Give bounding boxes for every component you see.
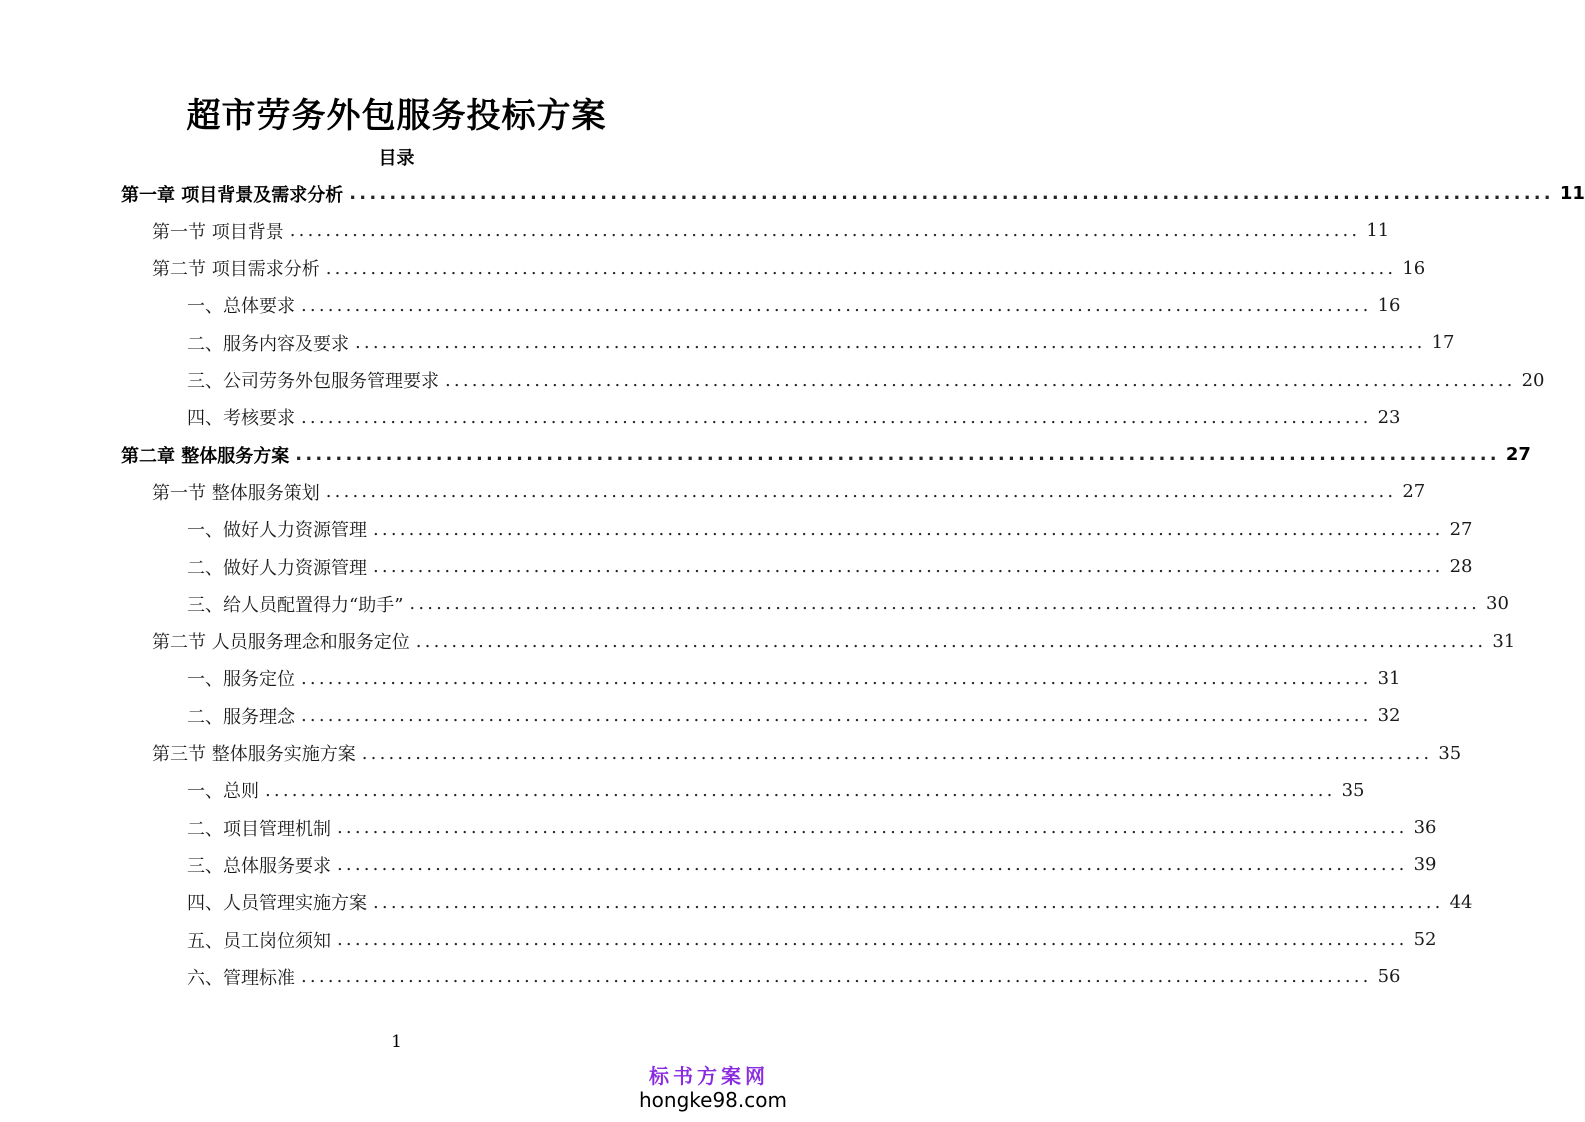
toc-dot-leader: ........................................................................................................................ [361,742,1433,764]
toc-entry-page: 16 [1377,294,1401,316]
toc-entry-page: 32 [1377,705,1401,727]
toc-entry[interactable] [187,772,1365,809]
toc-entry[interactable] [121,436,1531,473]
toc-entry[interactable] [121,175,1585,212]
toc-dot-leader: ........................................................................................................................ [301,406,1372,428]
toc-entry-label: 一、总体要求 [187,296,295,318]
toc-entry-page: 17 [1431,332,1455,354]
toc-dot-leader: ........................................................................................................................ [337,854,1408,876]
toc-dot-leader: ........................................................................................................................ [373,556,1444,577]
toc-entry-label: 第三节 整体服务实施方案 [152,744,356,765]
toc-dot-leader: ........................................................................................................................ [415,630,1487,652]
toc-entry[interactable] [187,660,1401,697]
toc-entry-page: 31 [1492,630,1516,652]
toc-entry[interactable] [187,958,1401,995]
toc-entry-label: 一、总则 [187,781,259,803]
toc-entry-label: 第一节 项目背景 [152,221,284,243]
toc-entry-page: 28 [1449,556,1473,577]
page-number: 1 [391,1032,402,1052]
toc-entry-label: 二、服务内容及要求 [187,333,349,355]
toc-entry[interactable] [187,324,1455,361]
toc-dot-leader: ........................................................................................................................ [289,220,1361,242]
toc-entry-label: 第一章 项目背景及需求分析 [121,184,344,206]
toc-entry-label: 四、考核要求 [187,408,295,430]
toc-entry-label: 一、做好人力资源管理 [187,520,367,542]
toc-entry-label: 四、人员管理实施方案 [187,893,367,915]
toc-entry[interactable] [187,697,1401,734]
toc-dot-leader: ........................................................................................................................ [349,183,1554,204]
toc-dot-leader: ........................................................................................................................ [325,481,1397,503]
toc-entry[interactable] [187,809,1437,846]
toc-entry-page: 11 [1559,183,1585,204]
toc-entry-label: 三、给人员配置得力“助手” [187,594,404,616]
toc-entry[interactable] [152,735,1462,772]
toc-entry-page: 30 [1486,593,1509,615]
toc-dot-leader: ........................................................................................................................ [301,294,1372,316]
toc-entry-page: 44 [1449,891,1473,913]
document-title: 超市劳务外包服务投标方案 [186,96,607,136]
toc-dot-leader: ........................................................................................................................ [301,966,1372,988]
toc-entry[interactable] [187,884,1473,921]
watermark-url: hongke98.com [639,1088,787,1112]
toc-entry[interactable] [187,511,1473,548]
watermark-logo [639,1064,787,1112]
toc-entry[interactable] [187,399,1401,436]
toc-dot-leader: ........................................................................................................................ [337,817,1408,839]
toc-entry-page: 20 [1521,369,1545,391]
toc-dot-leader: ........................................................................................................................ [337,929,1408,950]
toc-entry[interactable] [187,585,1509,622]
toc-dot-leader: ........................................................................................................................ [409,593,1481,615]
toc-entry-label: 第二节 人员服务理念和服务定位 [152,632,410,654]
toc-dot-leader: ........................................................................................................................ [301,705,1372,727]
toc-entry-page: 39 [1413,854,1437,876]
toc-dot-leader: ........................................................................................................................ [373,518,1444,540]
toc-entry-page: 27 [1505,444,1531,466]
toc-entry-label: 第二节 项目需求分析 [152,259,320,281]
toc-entry-label: 二、服务理念 [187,706,295,728]
toc-entry[interactable] [152,623,1516,660]
toc-dot-leader: ........................................................................................................................ [325,257,1397,279]
toc-dot-leader: ........................................................................................................................ [295,444,1500,466]
toc-entry-label: 第二章 整体服务方案 [121,445,290,467]
toc-entry[interactable] [152,250,1426,287]
toc-entry[interactable] [187,362,1545,399]
toc-entry[interactable] [187,921,1437,958]
toc-entry-label: 三、公司劳务外包服务管理要求 [187,371,439,392]
toc-dot-leader: ........................................................................................................................ [355,332,1426,354]
toc-heading: 目录 [378,148,415,169]
toc-entry-label: 六、管理标准 [187,967,295,989]
toc-entry-label: 二、做好人力资源管理 [187,557,367,579]
toc-entry-page: 27 [1449,518,1473,540]
toc-entry-page: 11 [1366,220,1390,242]
toc-entry[interactable] [152,473,1426,510]
toc-entry[interactable] [152,212,1390,249]
toc-entry-label: 五、员工岗位须知 [187,930,331,952]
toc-entry[interactable] [187,548,1473,585]
toc-entry-label: 一、服务定位 [187,669,295,691]
toc-dot-leader: ........................................................................................................................ [265,779,1336,801]
toc-entry-page: 23 [1377,406,1401,428]
toc-dot-leader: ........................................................................................................................ [301,667,1372,689]
toc-entry-label: 二、项目管理机制 [187,818,331,840]
toc-entry-page: 52 [1413,929,1437,950]
toc-entry-page: 56 [1377,966,1401,988]
toc-dot-leader: ........................................................................................................................ [445,369,1516,391]
toc-entry-page: 16 [1402,257,1426,279]
toc-entry[interactable] [187,846,1437,883]
toc-entry-page: 27 [1402,481,1426,503]
toc-entry-label: 第一节 整体服务策划 [152,482,320,504]
toc-entry-page: 36 [1413,817,1437,839]
toc-dot-leader: ........................................................................................................................ [373,891,1444,913]
toc-entry-page: 35 [1341,779,1365,801]
toc-entry-page: 35 [1438,742,1462,764]
toc-entry-label: 三、总体服务要求 [187,855,331,877]
toc-entry-page: 31 [1377,667,1401,689]
toc-entry[interactable] [187,287,1401,324]
watermark-name: 标书方案网 [649,1064,769,1088]
